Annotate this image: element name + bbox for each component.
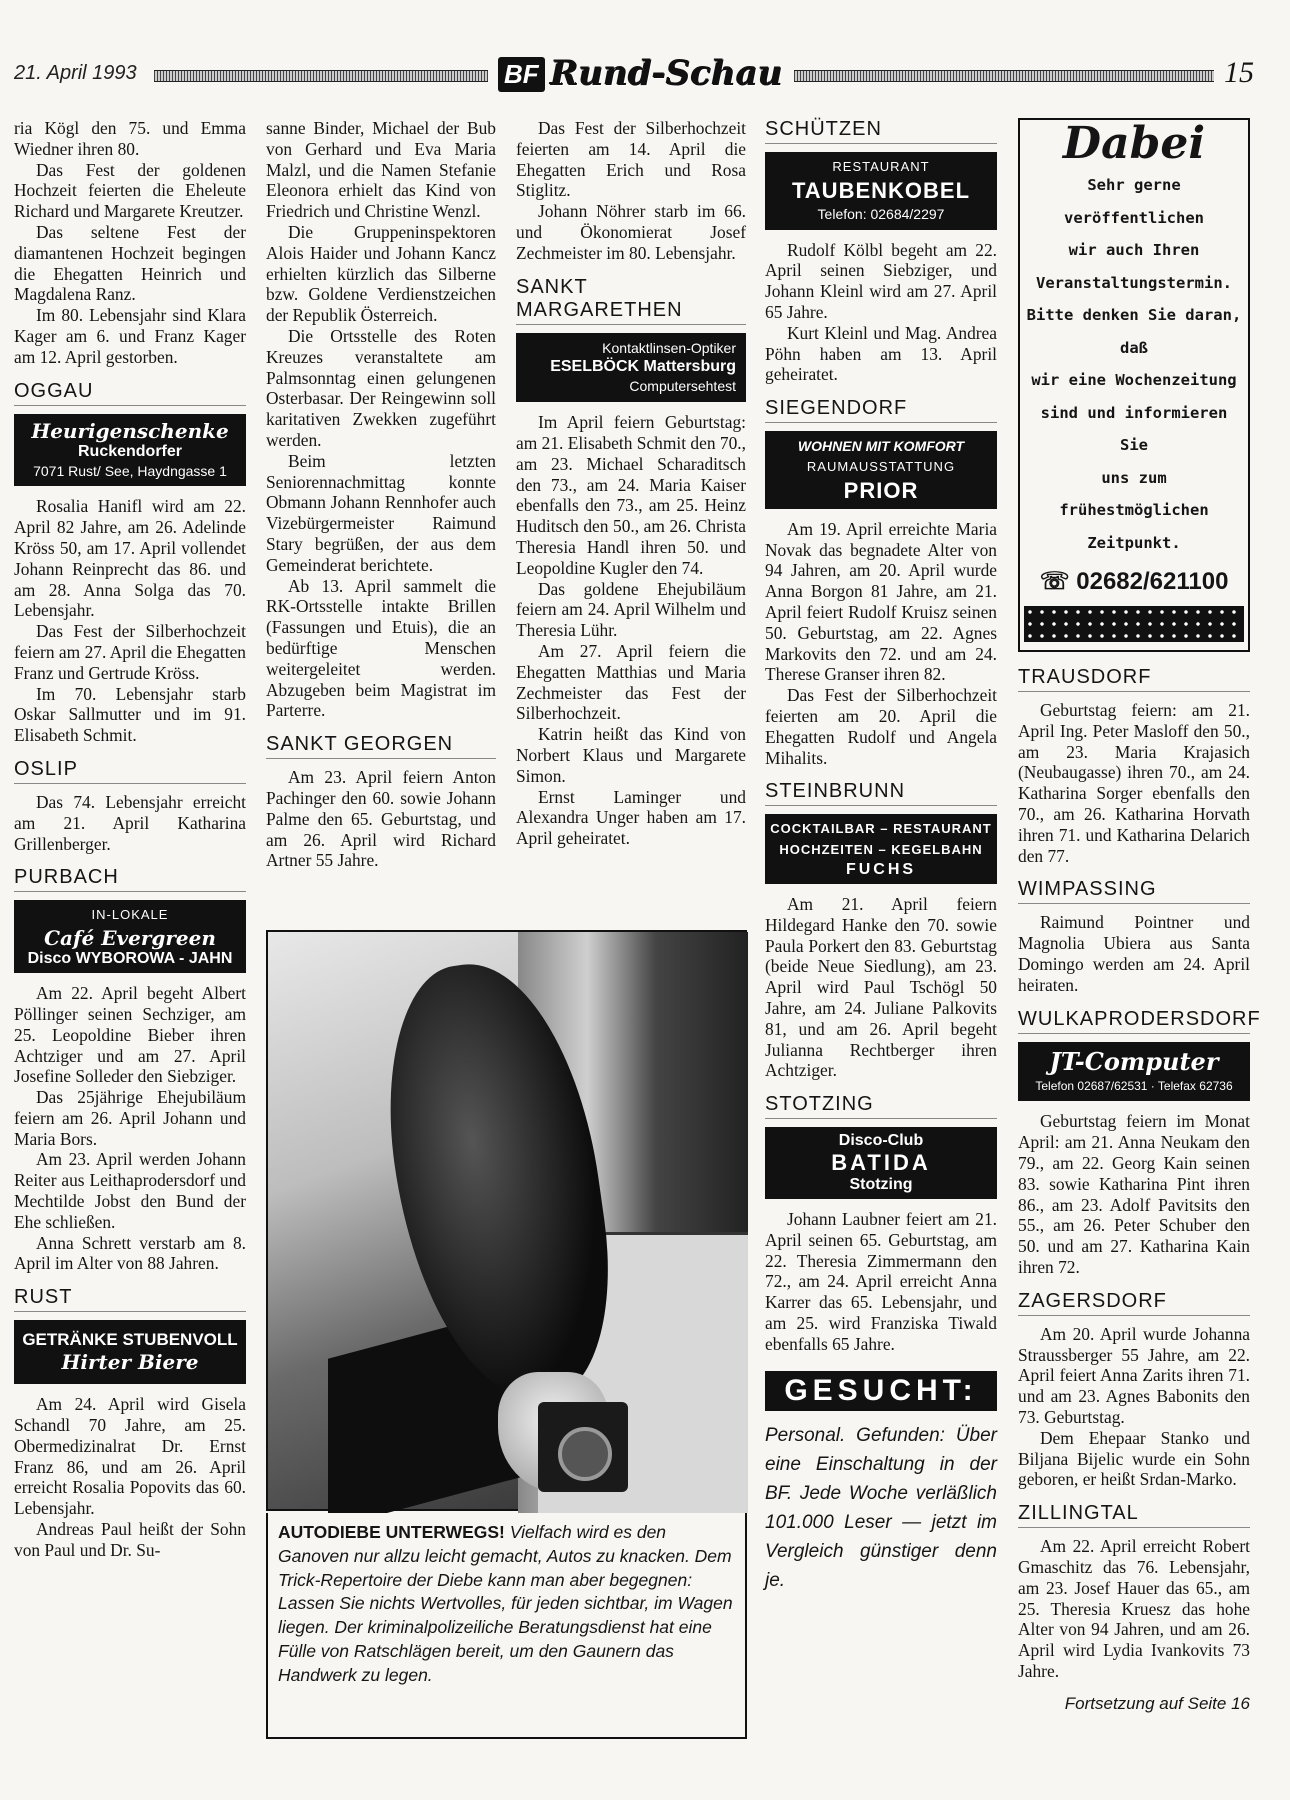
ad-line: TAUBENKOBEL — [791, 177, 971, 203]
gesucht-banner: GESUCHT: — [765, 1371, 997, 1411]
article-paragraph: Das goldene Ehejubiläum feiern am 24. April Wilhelm und Theresia Lühr. — [516, 578, 746, 641]
caption-headline: AUTODIEBE UNTERWEGS! — [278, 1522, 505, 1542]
ad-line: Kontaktlinsen-Optiker — [602, 339, 736, 356]
ad-line: PRIOR — [843, 477, 919, 503]
article-paragraph: Im 80. Lebensjahr sind Klara Kager am 6. und Franz Kager am 12. April gestorben. — [14, 305, 246, 367]
article-paragraph: Im 70. Lebensjahr starb Oskar Sallmutter und im 91. Elisabeth Schmit. — [14, 683, 246, 746]
article-paragraph: Das Fest der Silberhochzeit feiern am 27. April die Ehegatten Franz und Gertrude Kröss. — [14, 621, 246, 683]
article-paragraph: Anna Schrett verstarb am 8. April im Alter von 88 Jahren. — [14, 1232, 246, 1274]
column-2 — [266, 118, 496, 871]
ad-jt-computer — [1018, 1042, 1250, 1102]
ad-cafe-evergreen — [14, 900, 246, 973]
article-paragraph: Am 23. April feiern Anton Pachinger den 60. sowie Johann Palme den 65. Geburtstag, und am 26. April wird Richard Artner 55 Jahre. — [266, 767, 496, 871]
article-paragraph: Am 24. April wird Gisela Schandl 70 Jahre, am 25. Obermedizinalrat Dr. Ernst Franz 86, und am 26. April erreicht Rosalia Popovits das 60. Lebensjahr. — [14, 1394, 246, 1519]
article-paragraph: Johann Nöhrer starb im 66. und Ökonomierat Josef Zechmeister im 80. Lebensjahr. — [516, 201, 746, 263]
section-heading-wimpassing: WIMPASSING — [1018, 878, 1250, 904]
photo-car-thief — [266, 930, 747, 1511]
ad-line: Disco-Club — [838, 1132, 924, 1150]
ad-line: FUCHS — [845, 860, 917, 878]
ad-line: IN-LOKALE — [91, 907, 169, 923]
article-paragraph: Kurt Kleinl und Mag. Andrea Pöhn haben am 13. April geheiratet. — [765, 322, 997, 385]
ad-line: HOCHZEITEN – KEGELBAHN — [779, 842, 983, 858]
dabei-box — [1018, 118, 1250, 652]
article-paragraph: Ernst Laminger und Alexandra Unger haben am 17. April geheiratet. — [516, 786, 746, 849]
dabei-line: Sehr gerne veröffentlichen — [1064, 176, 1204, 227]
gesucht-text: Personal. Gefunden: Über eine Einschaltung in der BF. Jede Woche verläßlich 101.000 Leser — jetzt im Vergleich günstiger denn je. — [765, 1424, 997, 1591]
photo-caption — [266, 1513, 747, 1739]
article-paragraph: Im April feiern Geburtstag: am 21. Elisabeth Schmit den 70., am 23. Michael Scharaditsch den 73., am 24. Maria Kaiser ebenfalls den 73., am 25. Heinz Huditsch den 50., am 26. Christa Theresia Handl ihren 50. und Leopoldine Kugler den 74. — [516, 412, 746, 578]
page-number: 15 — [1224, 56, 1254, 89]
article-paragraph: sanne Binder, Michael der Bub von Gerhard und Eva Maria Malzl, und die Namen Stefanie Eleonora erhielt das Kind von Friedrich und Christine Wenzl. — [266, 118, 496, 222]
masthead-logo — [498, 54, 783, 94]
ad-eselboeck — [516, 333, 746, 403]
ad-line: Ruckendorfer — [77, 442, 183, 460]
column-4 — [765, 118, 997, 1595]
section-heading-trausdorf: TRAUSDORF — [1018, 666, 1250, 692]
dabei-line: uns zum frühestmöglichen — [1059, 468, 1209, 519]
article-paragraph: Johann Laubner feiert am 21. April seinen 65. Geburtstag, am 22. Theresia Zimmermann den 72., am 24. April erreicht Anna Karrer das 65. Lebensjahr, und am 25. wird Franziska Tiwald ebenfalls 65 Jahre. — [765, 1209, 997, 1354]
dabei-line: sind und informieren Sie — [1040, 403, 1228, 454]
section-heading-zillingtal: ZILLINGTAL — [1018, 1502, 1250, 1528]
column-3 — [516, 118, 746, 849]
ad-line: Disco WYBOROWA - JAHN — [27, 950, 233, 968]
section-heading-rust: RUST — [14, 1286, 246, 1312]
article-paragraph: Die Ortsstelle des Roten Kreuzes veranstaltete am Palmsonntag einen gelungenen Osterbasar. Der Reingewinn soll karitativen Zwekken zugeführt werden. — [266, 325, 496, 450]
section-heading-oggau: OGGAU — [14, 380, 246, 406]
section-heading-zagersdorf: ZAGERSDORF — [1018, 1290, 1250, 1316]
ad-batida — [765, 1127, 997, 1199]
ad-line: COCKTAILBAR – RESTAURANT — [770, 821, 992, 837]
page-header — [14, 54, 1254, 100]
article-paragraph: Andreas Paul heißt der Sohn von Paul und Dr. Su- — [14, 1519, 246, 1560]
ad-prior — [765, 431, 997, 509]
article-paragraph: Am 22. April erreicht Robert Gmaschitz das 76. Lebensjahr, am 23. Josef Hauer das 65., am 25. Theresia Kruesz das hohe Alter von 94 Jahren, und am 26. April wird Lydia Ivankovits 73 Jahre. — [1018, 1536, 1250, 1681]
article-paragraph: Rosalia Hanifl wird am 22. April 82 Jahre, am 26. Adelinde Kröss 50, am 17. April vollendet Johann Reinprecht das 86. und am 28. Anna Solga das 70. Lebensjahr. — [14, 496, 246, 621]
article-paragraph: Katrin heißt das Kind von Norbert Klaus und Margarete Simon. — [516, 724, 746, 786]
dabei-line: Bitte denken Sie daran, daß — [1026, 306, 1242, 357]
section-heading-schuetzen: SCHÜTZEN — [765, 118, 997, 144]
header-rule-right — [794, 70, 1214, 82]
dabei-line: wir auch Ihren — [1068, 241, 1200, 259]
ad-line: RESTAURANT — [832, 159, 930, 174]
dotted-strip — [1024, 606, 1244, 642]
section-heading-wulkaprodersdorf: WULKAPRODERSDORF — [1018, 1008, 1250, 1034]
issue-date: 21. April 1993 — [14, 62, 137, 84]
telephone-icon: ☏ — [1039, 568, 1070, 595]
article-paragraph: Am 23. April werden Johann Reiter aus Leithaprodersdorf und Mechtilde Jobst den Bund der Ehe schließen. — [14, 1149, 246, 1232]
caption-text: Vielfach wird es den Ganoven nur allzu leicht gemacht, Autos zu knacken. Dem Trick-Repertoire der Diebe kann man aber begegnen: Lassen Sie nichts Wertvolles, für jeden sichtbar, im Wagen liegen. Der kriminalpolizeiliche Beratungsdienst hat eine Fülle von Ratschlägen bereit, um den Gaunern das Handwerk zu legen. — [278, 1522, 733, 1685]
section-heading-sankt-margarethen: SANKT MARGARETHEN — [516, 276, 746, 325]
article-paragraph: ria Kögl den 75. und Emma Wiedner ihren 80. — [14, 118, 246, 159]
article-paragraph: Rudolf Kölbl begeht am 22. April seinen Siebziger, und Johann Kleinl wird am 27. April 65 Jahre. — [765, 239, 997, 322]
ad-line: Telefon: 02684/2297 — [817, 205, 945, 222]
ad-stubenvoll — [14, 1320, 246, 1384]
article-paragraph: Raimund Pointner und Magnolia Ubiera aus Santa Domingo werden am 24. April heiraten. — [1018, 912, 1250, 995]
ad-heurigenschenke — [14, 414, 246, 487]
header-rule-left — [154, 70, 488, 82]
section-heading-oslip: OSLIP — [14, 758, 246, 784]
article-paragraph: Dem Ehepaar Stanko und Biljana Bijelic wurde ein Sohn geboren, er heißt Srdan-Marko. — [1018, 1427, 1250, 1490]
ad-line: Café Evergreen — [44, 926, 216, 951]
continuation-note: Fortsetzung auf Seite 16 — [1064, 1693, 1250, 1713]
ad-line: Telefon 02687/62531 · Telefax 62736 — [1035, 1078, 1233, 1093]
ad-line: Hirter Biere — [61, 1350, 199, 1375]
ad-line: RAUMAUSSTATTUNG — [806, 458, 956, 474]
article-paragraph: Am 20. April wurde Johanna Straussberger 55 Jahre, am 22. April feiert Anna Zarits ihren 71. und am 23. Agnes Babonits den 73. Geburtstag. — [1018, 1323, 1250, 1427]
article-paragraph: Geburtstag feiern im Monat April: am 21. Anna Neukam den 79., am 22. Georg Kain seinen 83. sowie Katharina Pint ihren 86., am 23. Adolf Pavitsits den 55., am 26. Peter Schuber den 50. und am 27. Katharina Kain ihren 72. — [1018, 1111, 1250, 1277]
article-paragraph: Die Gruppeninspektoren Alois Haider und Johann Kancz erhielten kürzlich das Silberne bzw. Goldene Verdienstzeichen der Republik Österreich. — [266, 221, 496, 326]
ad-line: BATIDA — [831, 1150, 931, 1176]
article-paragraph: Geburtstag feiern: am 21. April Ing. Peter Masloff den 50., am 23. Maria Krajasich (Neubaugasse) ihren 70., am 24. Katharina Sorger ebenfalls den 70., am 26. Katharina Horvath ihren 71. und Katharina Delarich den 77. — [1018, 700, 1250, 866]
article-paragraph: Ab 13. April sammelt die RK-Ortsstelle intakte Brillen (Fassungen und Etuis), die an bedürftige Menschen weitergeleitet werden. Abzugeben beim Magistrat im Parterre. — [266, 575, 496, 721]
ad-line: Stotzing — [849, 1176, 913, 1194]
dabei-phone-number: 02682/621100 — [1076, 568, 1229, 595]
article-paragraph: Beim letzten Seniorennachmittag konnte Obmann Johann Rennhofer auch Vizebürgermeister Raimund Stary begrüßen, der aus dem Gemeinderat berichtete. — [266, 450, 496, 575]
ad-fuchs — [765, 814, 997, 884]
article-paragraph: Am 19. April erreichte Maria Novak das begnadete Alter von 94 Jahren, am 20. April wurde Anna Borgon 81 Jahre, am 21. April feiert Rudolf Kruisz seinen 50. Geburtstag, am 22. Agnes Markovits den 72. und am 24. Therese Granser ihren 82. — [765, 518, 997, 685]
ad-line: Heurigenschenke — [31, 418, 229, 443]
section-heading-steinbrunn: STEINBRUNN — [765, 780, 997, 806]
article-paragraph: Das Fest der goldenen Hochzeit feierten die Eheleute Richard und Margarete Kreutzer. — [14, 159, 246, 222]
dabei-line: wir eine Wochenzeitung — [1031, 371, 1237, 389]
article-paragraph: Das seltene Fest der diamantenen Hochzeit begingen die Ehegatten Heinrich und Magdalena Ranz. — [14, 221, 246, 305]
article-paragraph: Am 21. April feiern Hildegard Hanke den 70. sowie Paula Porkert den 83. Geburtstag (beide Neue Siedlung), am 23. April wird Paul Tschögl 50 Jahre, am 24. Juliane Palkovits 81, und am 26. April begeht Julianna Rechtberger ihren Achtziger. — [765, 893, 997, 1081]
article-paragraph: Das 74. Lebensjahr erreicht am 21. April Katharina Grillenberger. — [14, 791, 246, 854]
ad-line: JT-Computer — [1049, 1046, 1219, 1076]
section-heading-purbach: PURBACH — [14, 866, 246, 892]
ad-line: 7071 Rust/ See, Haydngasse 1 — [33, 462, 227, 479]
logo-bf: BF — [498, 57, 545, 92]
ad-line: GETRÄNKE STUBENVOLL — [22, 1330, 238, 1350]
dabei-line: Veranstaltungstermin. — [1036, 273, 1232, 292]
dabei-phone — [1024, 567, 1244, 596]
article-paragraph: Am 22. April begeht Albert Pöllinger seinen Sechziger, am 25. Leopoldine Bieber ihren Achtziger und am 27. April Josefine Solleder den Siebziger. — [14, 983, 246, 1087]
ad-line: ESELBÖCK Mattersburg — [550, 358, 736, 376]
column-1 — [14, 118, 246, 1561]
logo-title: Rund-Schau — [550, 54, 783, 94]
section-heading-siegendorf: SIEGENDORF — [765, 397, 997, 423]
article-paragraph: Am 27. April feiern die Ehegatten Matthias und Maria Zechmeister das Fest der Silberhochzeit. — [516, 640, 746, 724]
section-heading-stotzing: STOTZING — [765, 1093, 997, 1119]
article-paragraph: Das 25jährige Ehejubiläum feiern am 26. April Johann und Maria Bors. — [14, 1087, 246, 1149]
column-5 — [1018, 118, 1261, 1714]
photo-camera — [538, 1402, 628, 1492]
ad-line: WOHNEN MIT KOMFORT — [797, 438, 965, 455]
dabei-title: Dabei — [1062, 118, 1206, 169]
article-paragraph: Das Fest der Silberhochzeit feierten am 20. April die Ehegatten Rudolf und Angela Mihalits. — [765, 685, 997, 768]
dabei-line: Zeitpunkt. — [1087, 533, 1181, 552]
article-paragraph: Das Fest der Silberhochzeit feierten am 14. April die Ehegatten Erich und Rosa Stiglitz. — [516, 118, 746, 201]
ad-taubenkobel — [765, 152, 997, 230]
ad-line: Computersehtest — [629, 378, 736, 395]
section-heading-sankt-georgen: SANKT GEORGEN — [266, 733, 496, 759]
